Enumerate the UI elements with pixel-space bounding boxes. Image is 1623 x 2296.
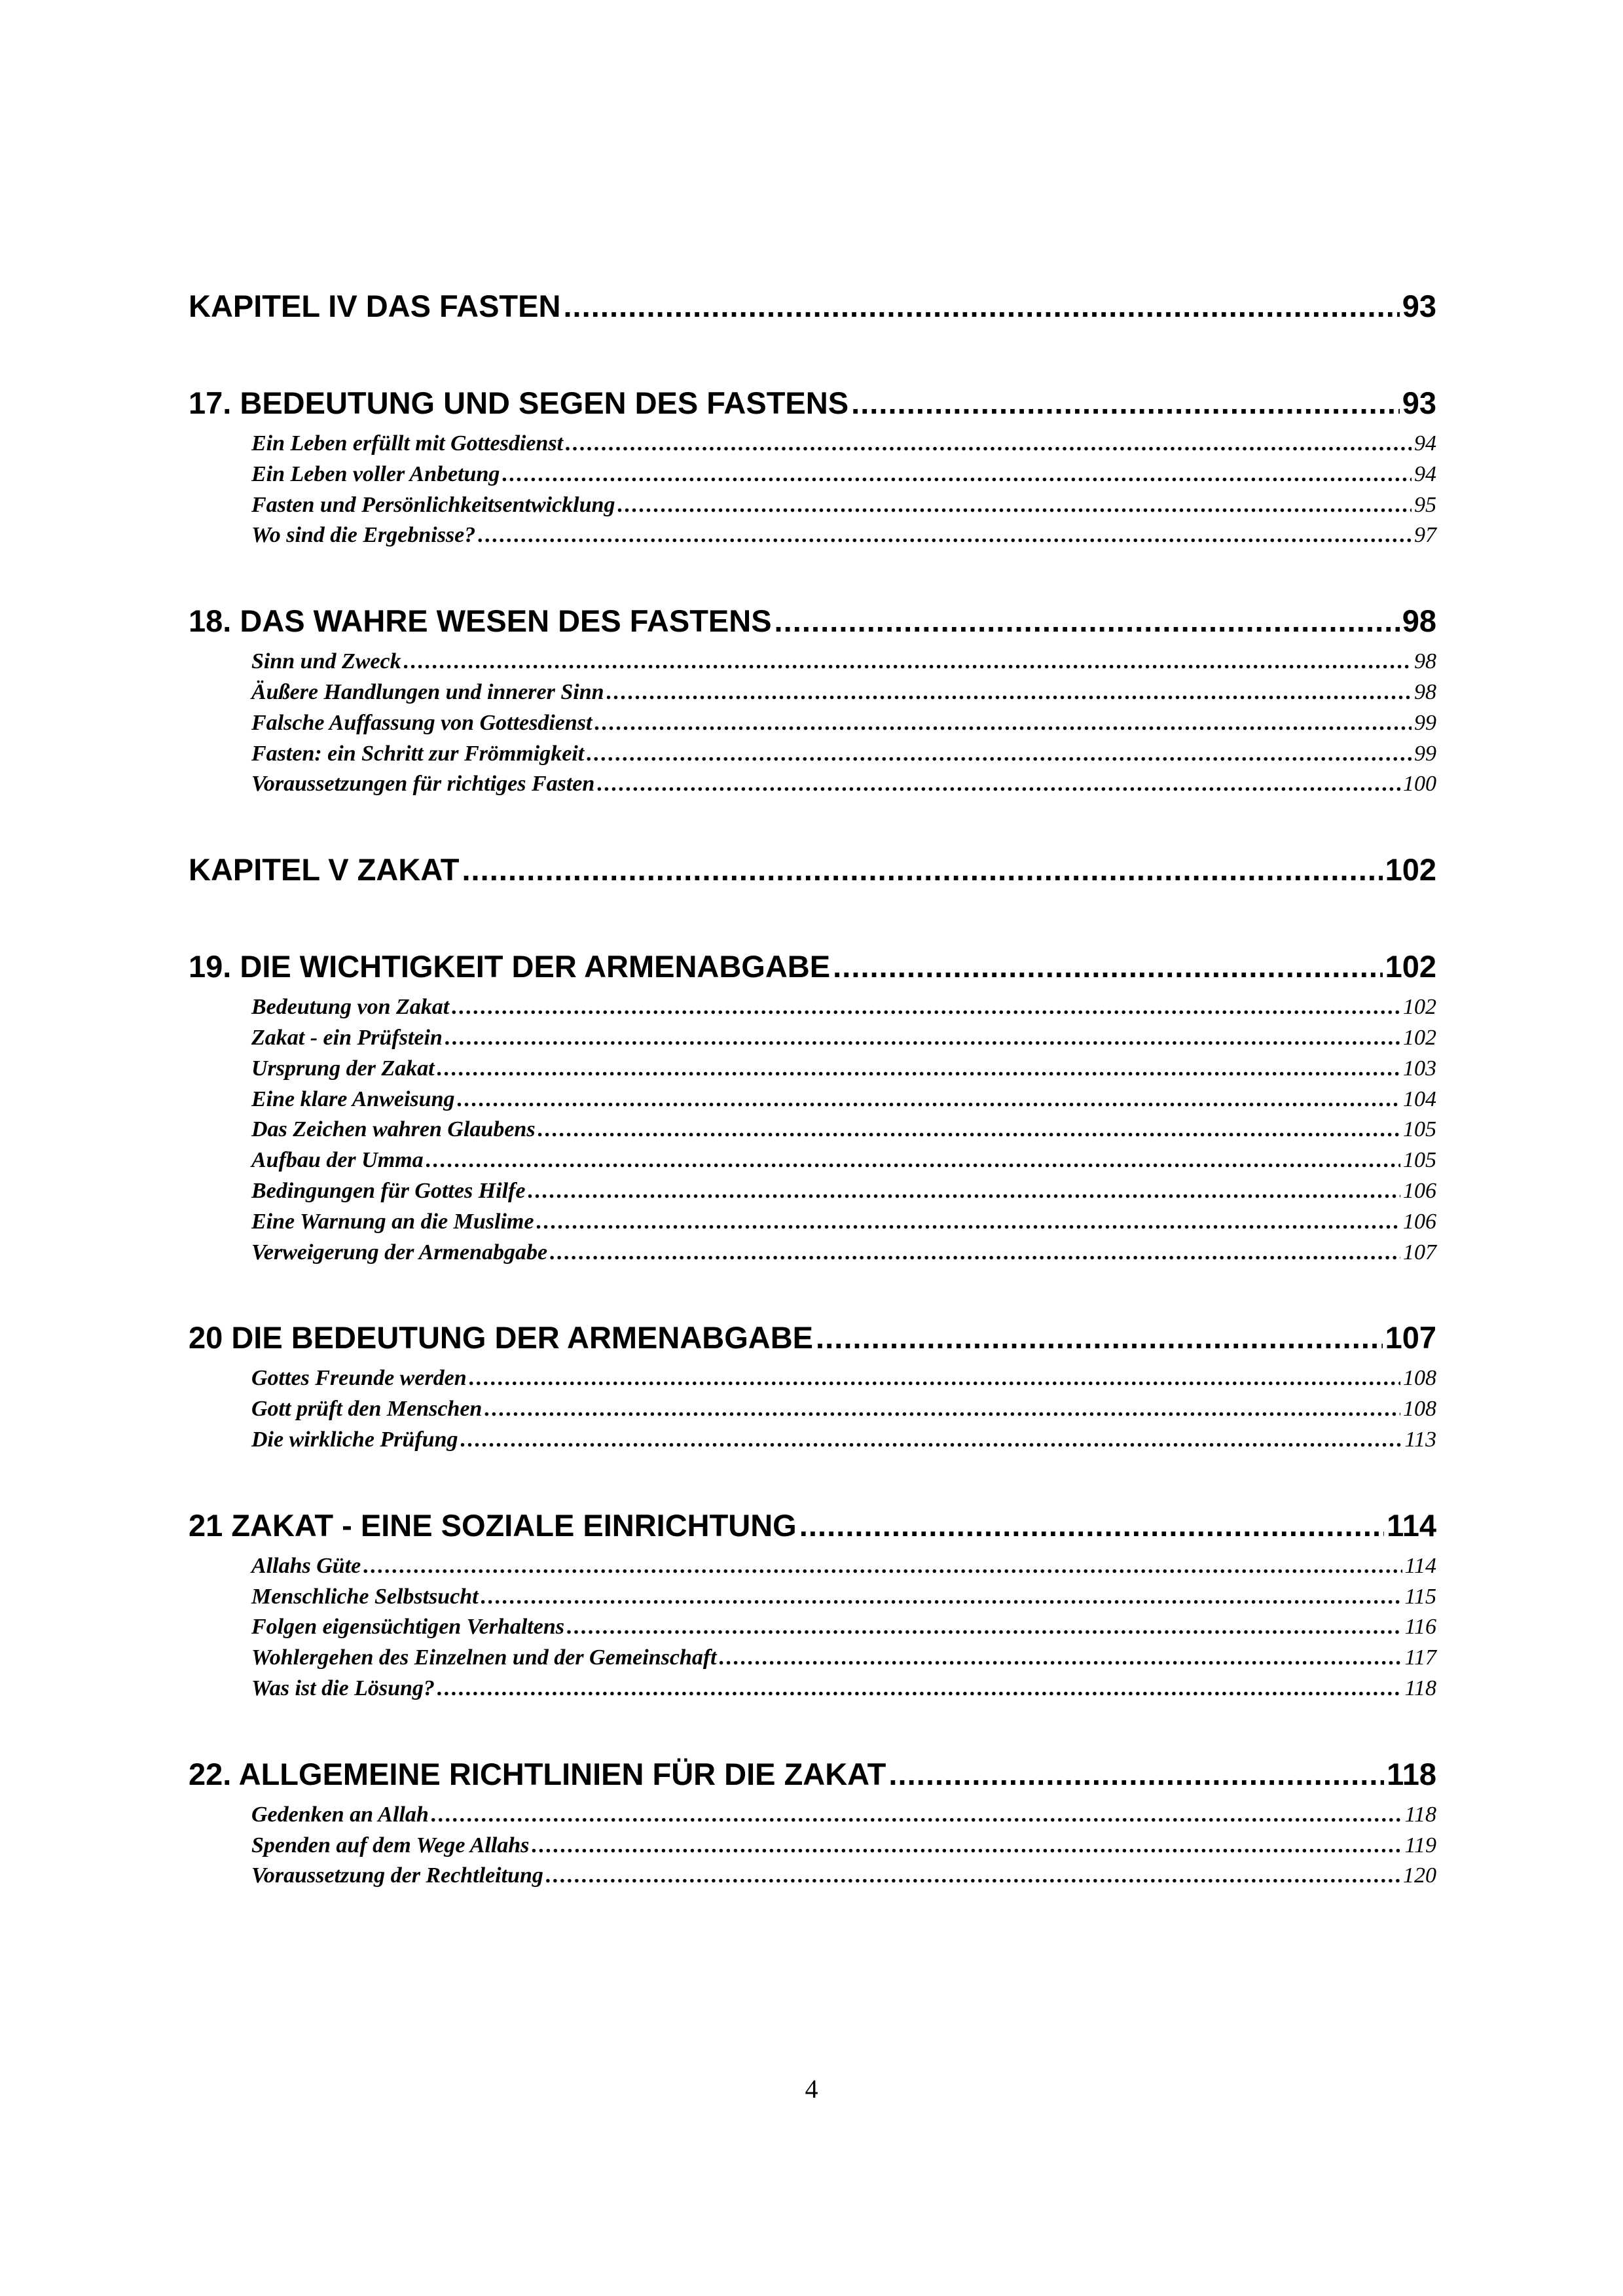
toc-subentry-page: 95 [1414, 492, 1436, 517]
toc-heading-page: 118 [1387, 1756, 1436, 1791]
dot-leader [469, 1363, 1400, 1394]
toc-heading-title: 20 DIE BEDEUTUNG DER ARMENABGABE [189, 1320, 814, 1355]
toc-subentry-page: 119 [1404, 1833, 1436, 1857]
toc-subentry-title: Verweigerung der Armenabgabe [251, 1240, 548, 1265]
toc-subentry-page: 117 [1404, 1645, 1436, 1670]
toc-subentry-title: Das Zeichen wahren Glaubens [251, 1117, 536, 1142]
toc-subentries [189, 992, 1436, 1268]
dot-leader [462, 834, 1382, 906]
toc-subentry[interactable] [189, 739, 1436, 770]
toc-subentry-title: Aufbau der Umma [251, 1148, 424, 1173]
toc-subentry-page: 107 [1403, 1240, 1436, 1265]
dot-leader [502, 459, 1412, 490]
toc-heading-title: KAPITEL V ZAKAT [189, 852, 460, 888]
toc-subentry-title: Spenden auf dem Wege Allahs [251, 1833, 530, 1857]
toc-section [189, 1302, 1436, 1455]
toc-subentry-page: 120 [1403, 1863, 1436, 1888]
dot-leader [546, 1861, 1400, 1892]
toc-subentry-page: 106 [1403, 1209, 1436, 1234]
toc-subentries [189, 1363, 1436, 1455]
toc-subentry-title: Die wirkliche Prüfung [251, 1427, 458, 1452]
toc-subentry-page: 99 [1414, 710, 1436, 735]
dot-leader [597, 769, 1400, 800]
table-of-contents [189, 270, 1436, 1926]
toc-heading-title: 17. BEDEUTUNG UND SEGEN DES FASTENS [189, 386, 849, 420]
toc-subentry[interactable] [189, 1085, 1436, 1115]
dot-leader [426, 1145, 1400, 1176]
toc-subentry-title: Ursprung der Zakat [251, 1056, 435, 1081]
toc-subentry-title: Äußere Handlungen und innerer Sinn [251, 679, 604, 704]
toc-subentry-page: 106 [1403, 1178, 1436, 1203]
dot-leader [566, 429, 1412, 459]
dot-leader [437, 1054, 1400, 1085]
dot-leader [617, 490, 1412, 521]
toc-subentry[interactable] [189, 1674, 1436, 1704]
dot-leader [563, 270, 1399, 342]
toc-subentry-page: 105 [1403, 1117, 1436, 1142]
toc-subentry[interactable] [189, 520, 1436, 551]
toc-heading-title: KAPITEL IV DAS FASTEN [189, 289, 561, 323]
toc-subentry-page: 98 [1414, 649, 1436, 674]
toc-subentry-page: 102 [1403, 1025, 1436, 1050]
dot-leader [445, 1023, 1400, 1054]
toc-subentry-page: 118 [1404, 1676, 1436, 1700]
toc-subentry[interactable] [189, 647, 1436, 677]
toc-subentry-page: 94 [1414, 461, 1436, 486]
toc-subentry-page: 104 [1403, 1086, 1436, 1111]
toc-subentry-page: 114 [1404, 1553, 1436, 1578]
dot-leader [363, 1551, 1402, 1582]
dot-leader [538, 1115, 1400, 1145]
toc-subentry-page: 105 [1403, 1148, 1436, 1173]
dot-leader [431, 1800, 1402, 1831]
toc-subentry-title: Ein Leben erfüllt mit Gottesdienst [251, 431, 564, 456]
toc-heading-title: 18. DAS WAHRE WESEN DES FASTENS [189, 603, 772, 639]
toc-subentry-page: 97 [1414, 523, 1436, 548]
toc-subentry[interactable] [189, 1643, 1436, 1674]
toc-subentry-title: Menschliche Selbstsucht [251, 1584, 479, 1609]
toc-subentry-page: 103 [1403, 1056, 1436, 1081]
toc-subentry[interactable] [189, 1800, 1436, 1831]
toc-subentry[interactable] [189, 429, 1436, 459]
toc-subentry[interactable] [189, 1145, 1436, 1176]
toc-subentry-title: Falsche Auffassung von Gottesdienst [251, 710, 593, 735]
toc-subentry[interactable] [189, 1363, 1436, 1394]
toc-subentry-title: Sinn und Zweck [251, 649, 401, 674]
toc-subentry-title: Was ist die Lösung? [251, 1676, 435, 1700]
dot-leader [404, 647, 1412, 677]
toc-heading-page: 98 [1402, 603, 1436, 639]
toc-subentry[interactable] [189, 1861, 1436, 1892]
dot-leader [484, 1394, 1400, 1425]
toc-subentries [189, 647, 1436, 800]
toc-subentry-page: 118 [1404, 1802, 1436, 1827]
toc-subentry-title: Voraussetzungen für richtiges Fasten [251, 772, 595, 797]
toc-subentry-title: Allahs Güte [251, 1553, 361, 1578]
dot-leader [550, 1238, 1400, 1268]
toc-subentry[interactable] [189, 1176, 1436, 1207]
toc-subentry-page: 99 [1414, 741, 1436, 766]
toc-heading-page: 114 [1387, 1507, 1436, 1543]
dot-leader [567, 1612, 1402, 1643]
toc-heading-page: 93 [1402, 289, 1436, 323]
toc-subentry-title: Gottes Freunde werden [251, 1366, 467, 1391]
toc-subentry-page: 98 [1414, 679, 1436, 704]
page-number: 4 [805, 2074, 818, 2104]
toc-heading-page: 102 [1385, 852, 1436, 888]
toc-subentry[interactable] [189, 1207, 1436, 1238]
toc-subentry-title: Wo sind die Ergebnisse? [251, 523, 476, 548]
toc-subentries [189, 1800, 1436, 1892]
toc-subentry[interactable] [189, 1238, 1436, 1268]
toc-subentry[interactable] [189, 1425, 1436, 1456]
toc-heading-page: 93 [1402, 386, 1436, 420]
toc-section [189, 270, 1436, 342]
toc-subentry-title: Bedingungen für Gottes Hilfe [251, 1178, 526, 1203]
toc-subentry[interactable] [189, 677, 1436, 708]
toc-subentry-title: Gott prüft den Menschen [251, 1397, 483, 1422]
toc-subentry[interactable] [189, 992, 1436, 1023]
toc-subentry-title: Eine Warnung an die Muslime [251, 1209, 534, 1234]
toc-subentry-title: Fasten und Persönlichkeitsentwicklung [251, 492, 615, 517]
toc-heading-title: 19. DIE WICHTIGKEIT DER ARMENABGABE [189, 949, 831, 984]
toc-section [189, 1738, 1436, 1892]
toc-subentry[interactable] [189, 1054, 1436, 1085]
toc-subentry-page: 94 [1414, 431, 1436, 456]
toc-heading-entry[interactable] [189, 270, 1436, 342]
toc-section [189, 834, 1436, 906]
toc-subentries [189, 1551, 1436, 1704]
dot-leader [437, 1674, 1402, 1704]
toc-subentry[interactable] [189, 1612, 1436, 1643]
dot-leader [607, 677, 1412, 708]
toc-subentry-title: Ein Leben voller Anbetung [251, 461, 500, 486]
toc-heading-page: 107 [1385, 1320, 1436, 1355]
toc-subentry[interactable] [189, 490, 1436, 521]
toc-subentry[interactable] [189, 708, 1436, 739]
toc-subentry-page: 116 [1404, 1615, 1436, 1640]
toc-subentry-title: Gedenken an Allah [251, 1802, 429, 1827]
toc-subentry-title: Folgen eigensüchtigen Verhaltens [251, 1615, 564, 1640]
toc-subentries [189, 429, 1436, 551]
toc-subentry-title: Fasten: ein Schritt zur Frömmigkeit [251, 741, 585, 766]
toc-subentry-page: 102 [1403, 995, 1436, 1020]
toc-heading-title: 22. ALLGEMEINE RICHTLINIEN FÜR DIE ZAKAT [189, 1756, 886, 1791]
toc-subentry[interactable] [189, 459, 1436, 490]
dot-leader [536, 1207, 1400, 1238]
dot-leader [532, 1831, 1402, 1861]
dot-leader [452, 992, 1400, 1023]
dot-leader [481, 1582, 1402, 1613]
toc-subentry[interactable] [189, 1551, 1436, 1582]
toc-subentry-page: 108 [1403, 1397, 1436, 1422]
toc-subentry-title: Bedeutung von Zakat [251, 995, 450, 1020]
toc-subentry-title: Eine klare Anweisung [251, 1086, 455, 1111]
dot-leader [460, 1425, 1402, 1456]
toc-subentry-page: 113 [1404, 1427, 1436, 1452]
toc-heading-page: 102 [1385, 949, 1436, 984]
toc-subentry-page: 115 [1404, 1584, 1436, 1609]
toc-section [189, 931, 1436, 1268]
dot-leader [594, 708, 1412, 739]
toc-subentry[interactable] [189, 1115, 1436, 1145]
dot-leader [478, 520, 1412, 551]
toc-subentry[interactable] [189, 769, 1436, 800]
toc-subentry-title: Wohlergehen des Einzelnen und der Gemeinschaft [251, 1645, 717, 1670]
toc-heading-entry[interactable] [189, 834, 1436, 906]
toc-section [189, 585, 1436, 800]
toc-heading-title: 21 ZAKAT - EINE SOZIALE EINRICHTUNG [189, 1507, 797, 1543]
dot-leader [587, 739, 1412, 770]
dot-leader [720, 1643, 1402, 1674]
toc-subentry[interactable] [189, 1831, 1436, 1861]
toc-subentry[interactable] [189, 1023, 1436, 1054]
dot-leader [528, 1176, 1400, 1207]
toc-section [189, 367, 1436, 551]
toc-subentry[interactable] [189, 1394, 1436, 1425]
toc-section [189, 1490, 1436, 1704]
toc-subentry-title: Voraussetzung der Rechtleitung [251, 1863, 543, 1888]
toc-subentry-page: 108 [1403, 1366, 1436, 1391]
toc-subentry-page: 100 [1403, 772, 1436, 797]
toc-subentry-title: Zakat - ein Prüfstein [251, 1025, 443, 1050]
toc-subentry[interactable] [189, 1582, 1436, 1613]
dot-leader [457, 1085, 1400, 1115]
